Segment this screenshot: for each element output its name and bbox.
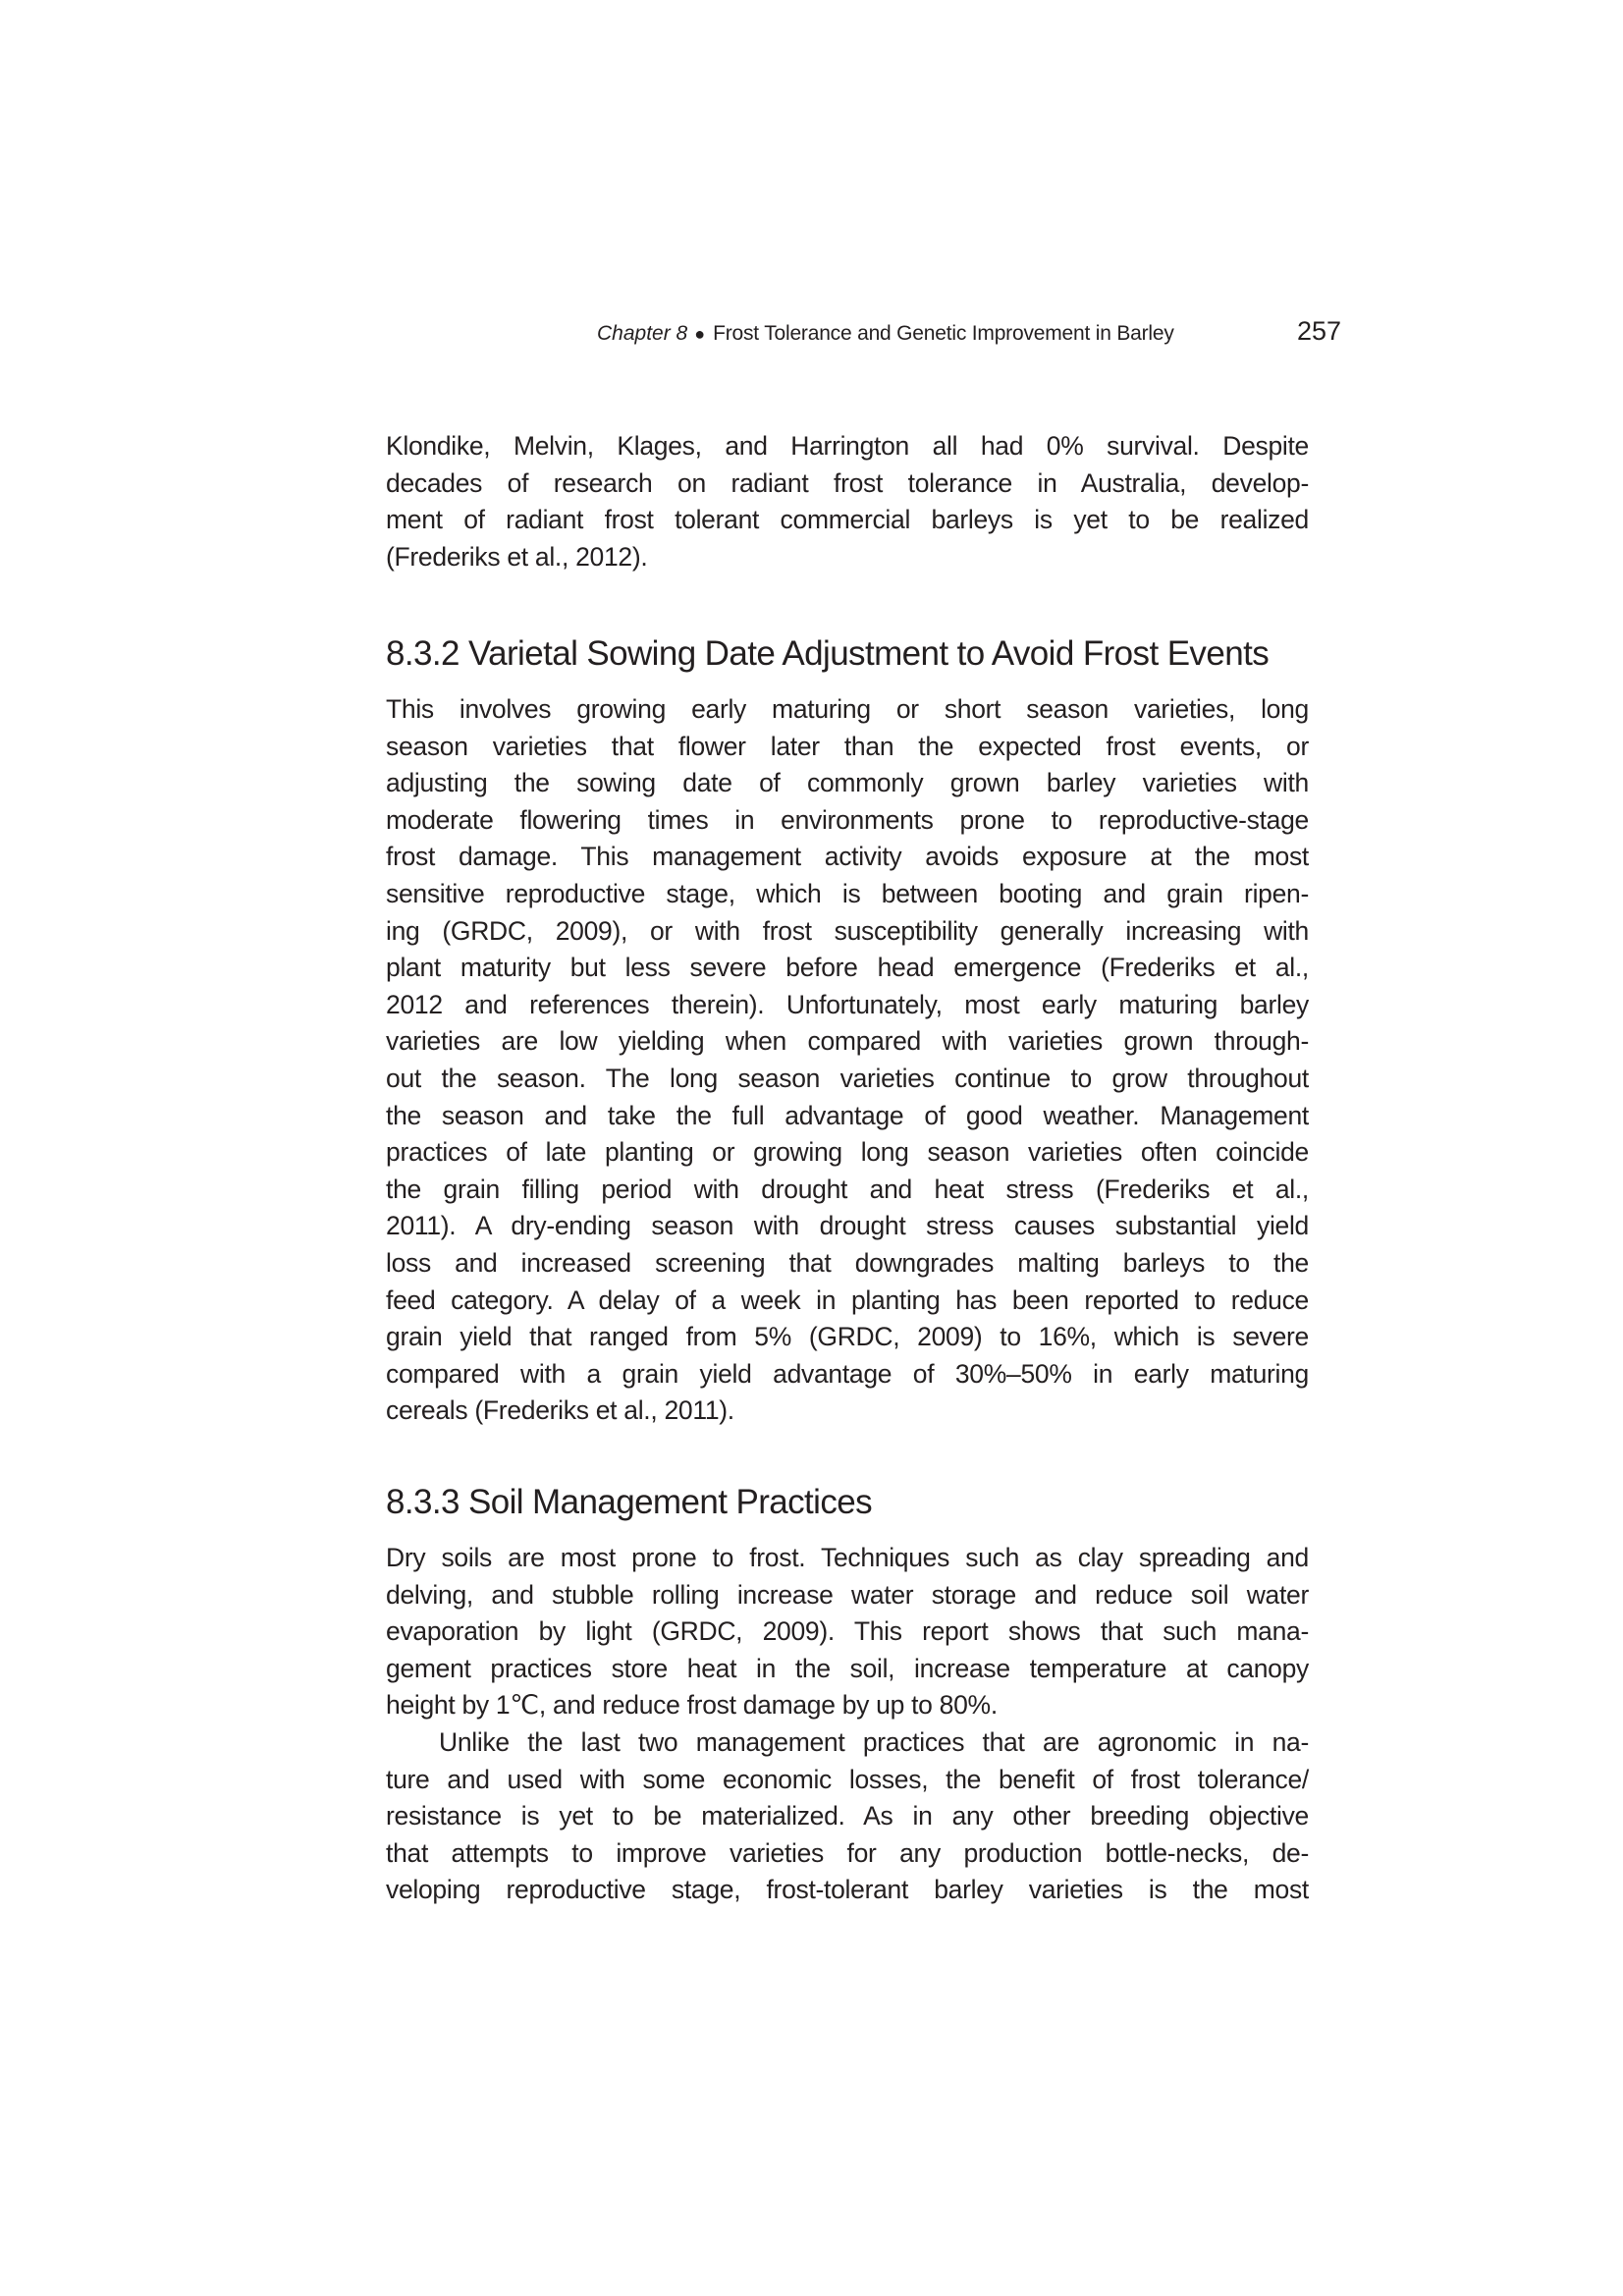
section-heading-8-3-3: 8.3.3 Soil Management Practices — [386, 1483, 873, 1521]
text-line: varieties are low yielding when compared with varieties grown through- — [386, 1026, 1309, 1057]
text-line: compared with a grain yield advantage of 30%–50% in early maturing — [386, 1358, 1309, 1389]
text-line: Klondike, Melvin, Klages, and Harrington all had 0% survival. Despite — [386, 431, 1309, 461]
page-number: 257 — [1296, 316, 1341, 346]
chapter-title: Frost Tolerance and Genetic Improvement in Barley — [713, 322, 1174, 345]
text-line: Unlike the last two management practices that are agronomic in na- — [439, 1727, 1309, 1757]
section-8-3-2-paragraph — [386, 691, 1309, 1430]
text-line: moderate flowering times in environments prone to reproductive-stage — [386, 804, 1309, 835]
text-line: evaporation by light (GRDC, 2009). This report shows that such mana- — [386, 1616, 1309, 1647]
text-line: the season and take the full advantage of good weather. Management — [386, 1100, 1309, 1130]
text-line: delving, and stubble rolling increase water storage and reduce soil water — [386, 1579, 1309, 1610]
text-line: Dry soils are most prone to frost. Techniques such as clay spreading and — [386, 1543, 1309, 1572]
text-line: resistance is yet to be materialized. As in any other breeding objective — [386, 1801, 1309, 1831]
text-line: the grain filling period with drought and heat stress (Frederiks et al., — [386, 1174, 1309, 1204]
text-line: that attempts to improve varieties for any production bottle-necks, de- — [386, 1837, 1309, 1868]
text-line: 2012 and references therein). Unfortunately, most early maturing barley — [386, 989, 1309, 1019]
text-line: veloping reproductive stage, frost-tolerant barley varieties is the most — [386, 1875, 1309, 1905]
text-line: adjusting the sowing date of commonly grown barley varieties with — [386, 768, 1309, 798]
intro-paragraph — [386, 428, 1309, 575]
text-line: cereals (Frederiks et al., 2011). — [386, 1395, 734, 1426]
text-line: height by 1℃, and reduce frost damage by up to 80%. — [386, 1690, 998, 1721]
text-line: season varieties that flower later than the expected frost events, or — [386, 731, 1309, 761]
text-line: ment of radiant frost tolerant commercial barleys is yet to be realized — [386, 505, 1309, 535]
text-line: This involves growing early maturing or short season varieties, long — [386, 694, 1309, 724]
text-line: practices of late planting or growing long season varieties often coincide — [386, 1137, 1309, 1168]
text-line: gement practices store heat in the soil, increase temperature at canopy — [386, 1653, 1309, 1683]
text-line: ture and used with some economic losses, the benefit of frost tolerance/ — [386, 1764, 1309, 1794]
section-8-3-3-paragraph-1 — [386, 1540, 1309, 1724]
text-line: out the season. The long season varieties continue to grow throughout — [386, 1063, 1309, 1093]
text-line: 2011). A dry-ending season with drought stress causes substantial yield — [386, 1211, 1309, 1241]
section-8-3-3-paragraph-2 — [386, 1724, 1309, 1909]
chapter-label: Chapter 8 — [597, 322, 688, 345]
section-heading-8-3-2: 8.3.2 Varietal Sowing Date Adjustment to Avoid Frost Events — [386, 634, 1270, 673]
text-line: decades of research on radiant frost tolerance in Australia, develop- — [386, 467, 1309, 498]
text-line: sensitive reproductive stage, which is between booting and grain ripen- — [386, 878, 1309, 908]
text-line: grain yield that ranged from 5% (GRDC, 2009) to 16%, which is severe — [386, 1322, 1309, 1352]
text-line: ing (GRDC, 2009), or with frost susceptibility generally increasing with — [386, 915, 1309, 946]
text-line: feed category. A delay of a week in planting has been reported to reduce — [386, 1285, 1309, 1315]
text-line: frost damage. This management activity avoids exposure at the most — [386, 842, 1309, 872]
text-line: plant maturity but less severe before head emergence (Frederiks et al., — [386, 953, 1309, 983]
text-line: (Frederiks et al., 2012). — [386, 541, 648, 572]
bullet-icon: ● — [694, 324, 706, 344]
text-line: loss and increased screening that downgrades malting barleys to the — [386, 1247, 1309, 1278]
running-header — [597, 316, 1341, 352]
